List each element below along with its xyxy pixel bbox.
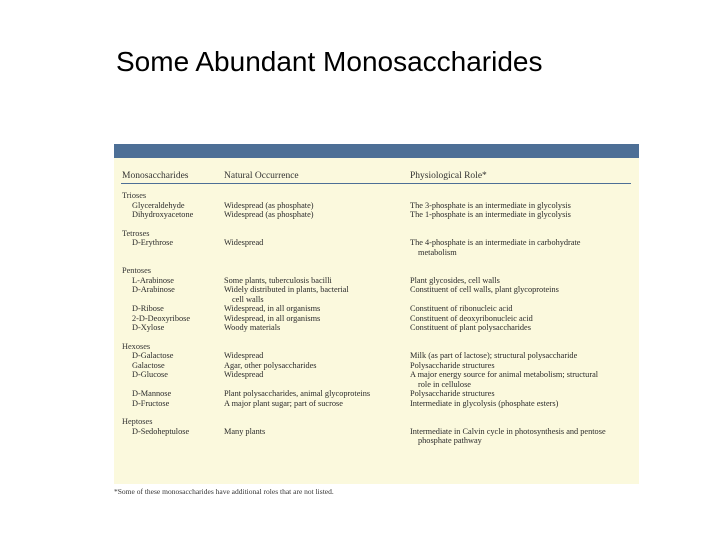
monosaccharide-name: 2-D-Deoxyribose bbox=[132, 313, 191, 323]
monosaccharide-name: D-Fructose bbox=[132, 398, 170, 408]
group-label: Tetroses bbox=[122, 228, 150, 238]
natural-occurrence: cell walls bbox=[232, 294, 264, 304]
physiological-role: Milk (as part of lactose); structural polysaccharide bbox=[410, 351, 578, 360]
natural-occurrence: Many plants bbox=[224, 426, 266, 436]
group-label: Trioses bbox=[122, 191, 147, 200]
monosaccharide-name: D-Sedoheptulose bbox=[132, 426, 190, 436]
physiological-role: Polysaccharide structures bbox=[410, 360, 495, 370]
natural-occurrence: Widespread (as phosphate) bbox=[224, 210, 314, 219]
natural-occurrence: Plant polysaccharides, animal glycoproteins bbox=[224, 389, 371, 398]
column-header-natural-occurrence: Natural Occurrence bbox=[224, 171, 299, 181]
monosaccharide-name: Glyceraldehyde bbox=[132, 200, 185, 210]
natural-occurrence: Widespread, in all organisms bbox=[224, 304, 321, 313]
monosaccharide-name: D-Galactose bbox=[132, 351, 174, 360]
physiological-role: Constituent of cell walls, plant glycoproteins bbox=[410, 285, 559, 294]
column-header-monosaccharides: Monosaccharides bbox=[122, 171, 189, 181]
physiological-role: Constituent of ribonucleic acid bbox=[410, 304, 513, 313]
group-label: Hexoses bbox=[122, 341, 151, 351]
monosaccharide-name: Dihydroxyacetone bbox=[132, 210, 194, 219]
physiological-role: The 1-phosphate is an intermediate in glycolysis bbox=[410, 210, 571, 219]
physiological-role: A major energy source for animal metabolism; structural bbox=[410, 370, 599, 379]
physiological-role: Intermediate in glycolysis (phosphate esters) bbox=[410, 398, 559, 408]
natural-occurrence: Widespread bbox=[224, 238, 264, 247]
physiological-role: The 4-phosphate is an intermediate in carbohydrate bbox=[410, 238, 581, 247]
physiological-role: Constituent of deoxyribonucleic acid bbox=[410, 313, 533, 323]
physiological-role: Plant glycosides, cell walls bbox=[410, 275, 500, 285]
natural-occurrence: Widely distributed in plants, bacterial bbox=[224, 285, 349, 294]
table-header-bar bbox=[114, 144, 639, 158]
monosaccharide-name: D-Glucose bbox=[132, 370, 168, 379]
natural-occurrence: Widespread, in all organisms bbox=[224, 313, 321, 323]
physiological-role: Constituent of plant polysaccharides bbox=[410, 323, 531, 332]
natural-occurrence: Widespread bbox=[224, 370, 264, 379]
natural-occurrence: Some plants, tuberculosis bacilli bbox=[224, 275, 332, 285]
slide-title: Some Abundant Monosaccharides bbox=[116, 46, 543, 77]
group-label: Pentoses bbox=[122, 266, 152, 275]
natural-occurrence: A major plant sugar; part of sucrose bbox=[224, 398, 343, 408]
physiological-role: metabolism bbox=[418, 247, 457, 257]
monosaccharide-name: D-Ribose bbox=[132, 304, 164, 313]
natural-occurrence: Widespread bbox=[224, 351, 264, 360]
monosaccharide-name: L-Arabinose bbox=[132, 275, 174, 285]
physiological-role: role in cellulose bbox=[418, 379, 471, 389]
physiological-role: phosphate pathway bbox=[418, 436, 482, 445]
physiological-role: Polysaccharide structures bbox=[410, 389, 495, 398]
natural-occurrence: Agar, other polysaccharides bbox=[224, 360, 317, 370]
header-rule bbox=[121, 183, 631, 184]
physiological-role: The 3-phosphate is an intermediate in glycolysis bbox=[410, 200, 571, 210]
column-header-physiological-role: Physiological Role* bbox=[410, 171, 487, 181]
natural-occurrence: Woody materials bbox=[224, 323, 281, 332]
table-footnote: *Some of these monosaccharides have additional roles that are not listed. bbox=[114, 487, 334, 496]
monosaccharide-name: D-Mannose bbox=[132, 389, 172, 398]
monosaccharide-name: D-Arabinose bbox=[132, 285, 175, 294]
monosaccharide-name: Galactose bbox=[132, 360, 165, 370]
physiological-role: Intermediate in Calvin cycle in photosynthesis and pentose bbox=[410, 426, 606, 436]
monosaccharide-name: D-Erythrose bbox=[132, 238, 174, 247]
monosaccharide-table bbox=[114, 144, 639, 484]
natural-occurrence: Widespread (as phosphate) bbox=[224, 200, 314, 210]
group-label: Heptoses bbox=[122, 417, 153, 426]
monosaccharide-name: D-Xylose bbox=[132, 323, 165, 332]
